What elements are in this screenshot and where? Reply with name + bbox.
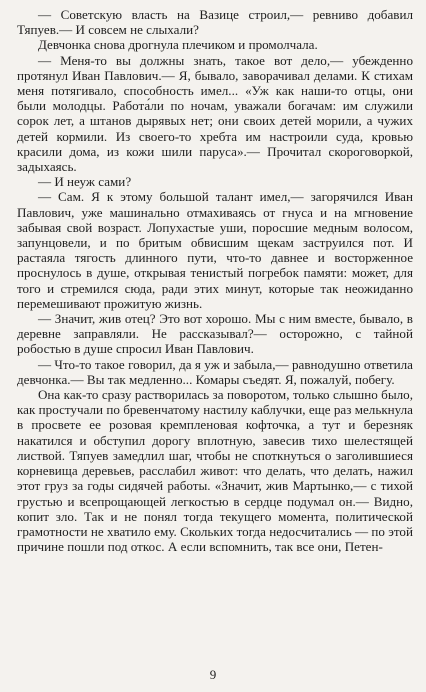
paragraph: — И неуж сами? xyxy=(37,174,132,190)
text-block xyxy=(17,7,413,554)
page-number: 9 xyxy=(209,667,217,682)
paragraph: — Меня-то вы должны знать, такое вот дело,— убежденно протянул Иван Павлович.— Я, бывало, заворачивал делами. К стихам меня потягивало, способность имел... «Уж как наши-то отцы, они были молодцы. Работа́ли по ночам, уважали богачам: им служили сорок лет, а штанов дырявых нет; они своих детей морили, а чужих детей кормили. Из своего-то хребта им настроили суда, кровью красили дома, из кожи шили паруса».— Прочитал скороговоркой, задыхаясь. xyxy=(17,52,413,175)
paragraph: — Что-то такое говорил, да я уж и забыла,— равнодушно ответила девчонка.— Вы так медленно... Комары съедят. Я, пожалуй, побегу. xyxy=(17,356,413,387)
paragraph: Девчонка снова дрогнула плечиком и промолчала. xyxy=(37,37,318,53)
paragraph: Она как-то сразу растворилась за поворотом, только слышно было, как простучали по бревенчатому настилу каблучки, еще раз мелькнула в просвете ее розовая кремпленовая кофточка, а тут и березняк накатился и обступил дорогу вплотную, завесив тихо шелестящей листвой. Тяпуев замедлил шаг, чтобы не споткнуться о заголившиеся корневища деревьев, расслабил живот: что делать, что делать, нажил этот груз за годы сидячей работы. «Значит, жив Мартынко,— с тихой грустью и всепрощающей легкостью в сердце подумал он.— Видно, копит зло. Так и не понял тогда текущего момента, политической грамотности не хватило ему. Скольких тогда недосчитались — по этой причине пошли под откос. А если вспомнить, так все они, Петен- xyxy=(17,387,413,555)
paragraph: — Значит, жив отец? Это вот хорошо. Мы с ним вместе, бывало, в деревне заправляли. Не рассказывал?— осторожно, с тайной робостью в душе спросил Иван Павлович. xyxy=(17,311,413,357)
paragraph: — Сам. Я к этому большой талант имел,— загорячился Иван Павлович, уже машинально отмахиваясь от гнуса и на мгновение забывая свой возраст. Лопухастые уши, поросшие медным волосом, запунцовели, и по бритым обвисшим щекам заструился пот. И растаяла тягость длинного пути, что-то давнее и восторженное проснулось в душе, открывая тенистый погребок памяти: может, для того и стремился сюда, ради этих минут, которые так неожиданно перемешивают прожитую жизнь. xyxy=(17,189,413,311)
paragraph: — Советскую власть на Вазице строил,— ревниво добавил Тяпуев.— И совсем не слыхали? xyxy=(17,7,413,38)
